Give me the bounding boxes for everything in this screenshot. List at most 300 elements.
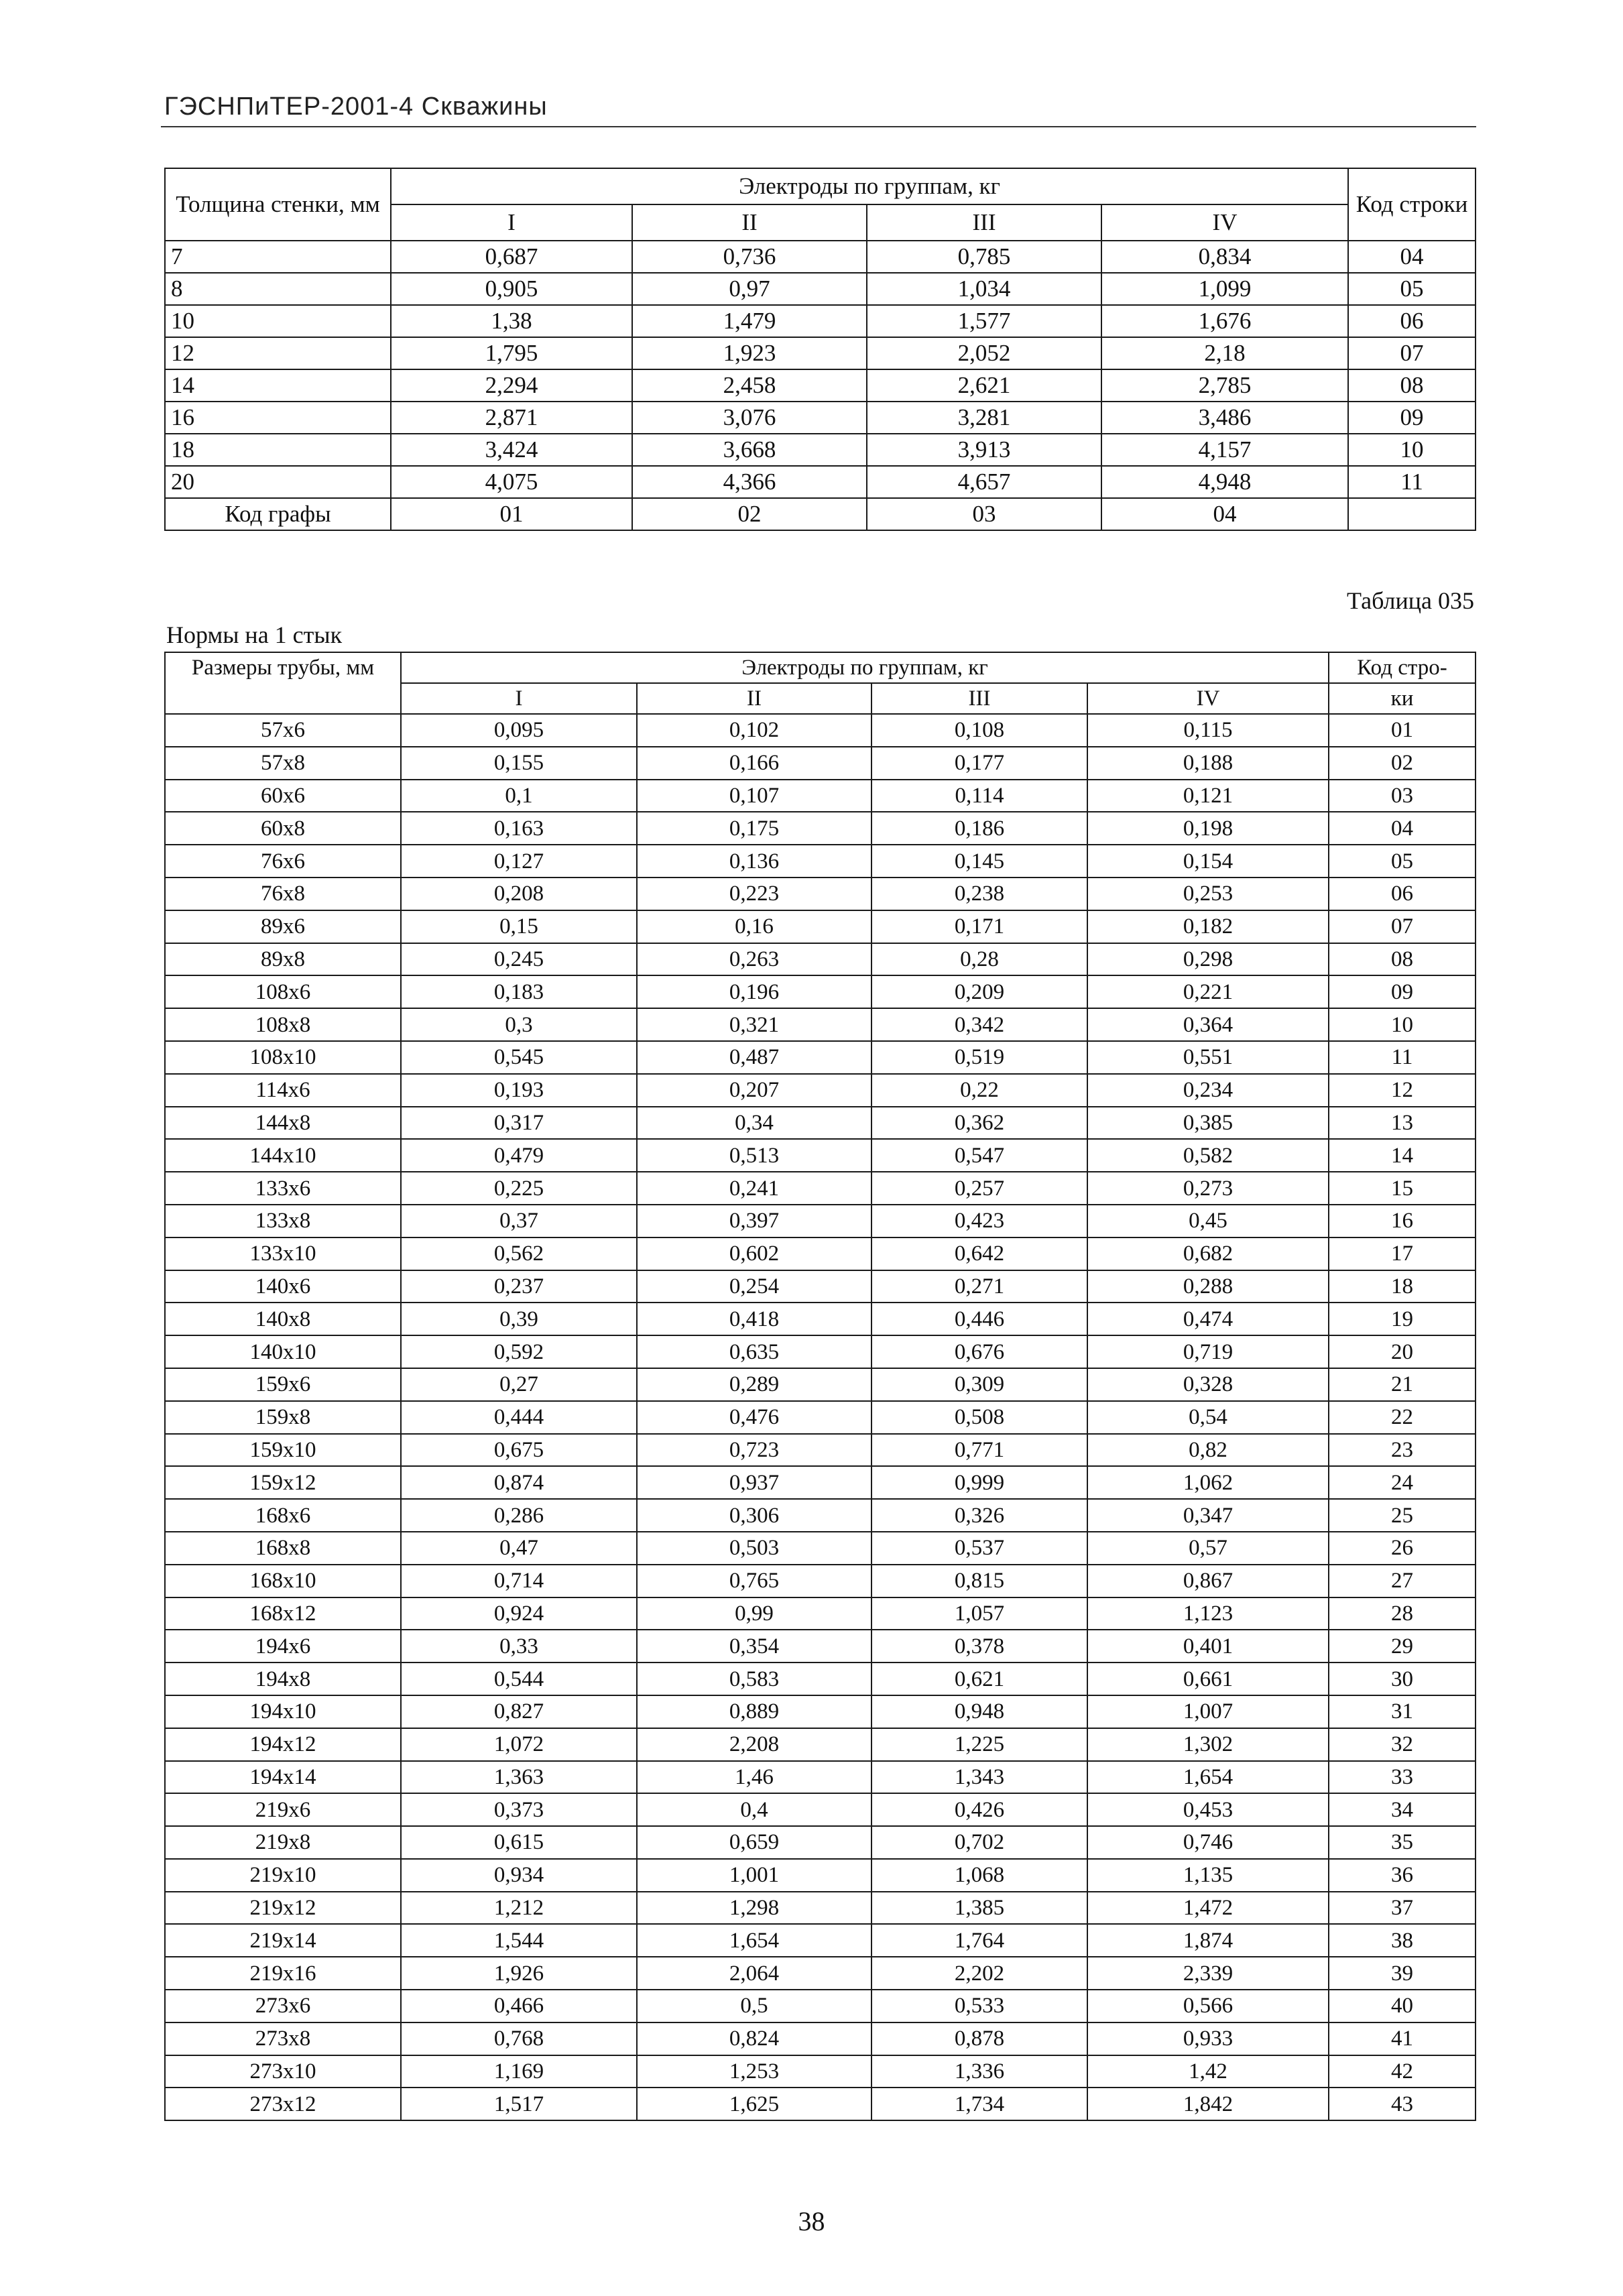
row-code-cell: 19: [1329, 1303, 1476, 1335]
row-code-cell: 11: [1329, 1041, 1476, 1074]
table-row: [165, 337, 1476, 369]
electrode-value-cell: 0,566: [1087, 1990, 1329, 2022]
electrode-value-cell: 0,241: [637, 1172, 871, 1205]
pipe-size-cell: 194x6: [165, 1630, 401, 1663]
pipe-size-cell: 194x12: [165, 1728, 401, 1761]
electrode-value-cell: 1,068: [871, 1859, 1087, 1892]
pipe-size-cell: 168x6: [165, 1499, 401, 1532]
electrode-value-cell: 0,155: [401, 747, 637, 780]
electrode-value-cell: 0,121: [1087, 780, 1329, 812]
electrode-value-cell: 1,654: [1087, 1761, 1329, 1794]
electrode-value-cell: 0,27: [401, 1368, 637, 1401]
electrode-value-cell: 0,545: [401, 1041, 637, 1074]
electrode-value-cell: 1,169: [401, 2055, 637, 2088]
pipe-size-cell: 159x10: [165, 1434, 401, 1467]
electrode-value-cell: 0,254: [637, 1270, 871, 1303]
wall-thickness-cell: 8: [165, 273, 391, 305]
electrode-value-cell: 0,193: [401, 1074, 637, 1107]
row-code-cell: 40: [1329, 1990, 1476, 2022]
table-row: [165, 2055, 1476, 2088]
electrode-value-cell: 1,225: [871, 1728, 1087, 1761]
pipe-size-cell: 194x14: [165, 1761, 401, 1794]
pipe-size-cell: 219x14: [165, 1924, 401, 1957]
table-row: [165, 2022, 1476, 2055]
electrode-value-cell: 0,676: [871, 1335, 1087, 1368]
electrode-value-cell: 2,339: [1087, 1957, 1329, 1990]
row-code-cell: 26: [1329, 1532, 1476, 1565]
pipe-size-cell: 219x16: [165, 1957, 401, 1990]
electrode-value-cell: 0,289: [637, 1368, 871, 1401]
electrode-value-cell: 0,582: [1087, 1139, 1329, 1172]
pipe-size-cell: 219x12: [165, 1892, 401, 1925]
electrode-value-cell: 0,5: [637, 1990, 871, 2022]
electrode-value-cell: 0,621: [871, 1663, 1087, 1695]
electrode-value-cell: 0,186: [871, 812, 1087, 845]
electrode-value-cell: 0,171: [871, 910, 1087, 943]
table-row: [165, 466, 1476, 498]
electrode-value-cell: 1,42: [1087, 2055, 1329, 2088]
pipe-size-cell: 76x6: [165, 845, 401, 878]
table-caption: Нормы на 1 стык: [166, 621, 343, 648]
electrode-value-cell: 0,16: [637, 910, 871, 943]
page-number: 38: [798, 2206, 825, 2236]
electrode-value-cell: 2,208: [637, 1728, 871, 1761]
electrode-value-cell: 0,107: [637, 780, 871, 812]
electrode-value-cell: 0,54: [1087, 1401, 1329, 1434]
table-row: [165, 1663, 1476, 1695]
pipe-size-cell: 194x10: [165, 1695, 401, 1728]
electrode-value-cell: 0,533: [871, 1990, 1087, 2022]
table-row: [165, 1499, 1476, 1532]
column-code: 02: [632, 498, 867, 530]
table-number-label: Таблица 035: [1347, 587, 1474, 614]
electrode-value-cell: 0,827: [401, 1695, 637, 1728]
table-row: [165, 714, 1476, 747]
electrode-value-cell: 3,486: [1101, 402, 1348, 434]
row-code-cell: 22: [1329, 1401, 1476, 1434]
table-row: [165, 1892, 1476, 1925]
empty-cell: [1348, 498, 1476, 530]
electrode-value-cell: 0,551: [1087, 1041, 1329, 1074]
electrode-value-cell: 0,397: [637, 1205, 871, 1237]
electrode-value-cell: 0,723: [637, 1434, 871, 1467]
electrode-value-cell: 0,682: [1087, 1237, 1329, 1270]
row-code-cell: 04: [1329, 812, 1476, 845]
group-iii-header: III: [867, 204, 1101, 241]
row-code-cell: 09: [1329, 975, 1476, 1008]
electrode-value-cell: 4,657: [867, 466, 1101, 498]
electrode-value-cell: 1,298: [637, 1892, 871, 1925]
electrode-value-cell: 0,298: [1087, 943, 1329, 976]
group-iii-header: III: [871, 683, 1087, 714]
electrode-value-cell: 0,362: [871, 1107, 1087, 1140]
wall-thickness-cell: 16: [165, 402, 391, 434]
electrode-value-cell: 1,926: [401, 1957, 637, 1990]
electrode-value-cell: 0,426: [871, 1793, 1087, 1826]
electrode-value-cell: 0,154: [1087, 845, 1329, 878]
electrode-value-cell: 1,099: [1101, 273, 1348, 305]
pipe-size-cell: 159x6: [165, 1368, 401, 1401]
electrode-value-cell: 1,123: [1087, 1597, 1329, 1630]
row-code-cell: 23: [1329, 1434, 1476, 1467]
row-code-cell: 42: [1329, 2055, 1476, 2088]
electrode-value-cell: 0,714: [401, 1565, 637, 1597]
table-row: [165, 1826, 1476, 1859]
electrode-value-cell: 0,4: [637, 1793, 871, 1826]
electrode-value-cell: 0,815: [871, 1565, 1087, 1597]
row-code-cell: 15: [1329, 1172, 1476, 1205]
row-code-cell: 03: [1329, 780, 1476, 812]
pipe-size-cell: 219x6: [165, 1793, 401, 1826]
table-row: [165, 1630, 1476, 1663]
table-row: [165, 1074, 1476, 1107]
table-row: [165, 780, 1476, 812]
pipe-size-cell: 159x12: [165, 1466, 401, 1499]
electrode-value-cell: 0,824: [637, 2022, 871, 2055]
row-code-cell: 29: [1329, 1630, 1476, 1663]
electrode-value-cell: 0,39: [401, 1303, 637, 1335]
row-code-cell: 10: [1348, 434, 1476, 466]
row-code-cell: 06: [1348, 305, 1476, 337]
electrode-value-cell: 1,007: [1087, 1695, 1329, 1728]
row-code-cell: 05: [1348, 273, 1476, 305]
electrode-value-cell: 3,668: [632, 434, 867, 466]
electrode-value-cell: 0,108: [871, 714, 1087, 747]
pipe-size-header: Размеры трубы, мм: [165, 652, 401, 714]
electrode-value-cell: 1,46: [637, 1761, 871, 1794]
electrode-value-cell: 0,702: [871, 1826, 1087, 1859]
electrode-value-cell: 0,474: [1087, 1303, 1329, 1335]
pipe-size-cell: 273x8: [165, 2022, 401, 2055]
electrode-value-cell: 1,517: [401, 2088, 637, 2120]
electrode-value-cell: 0,115: [1087, 714, 1329, 747]
table-row: [165, 975, 1476, 1008]
electrode-value-cell: 0,1: [401, 780, 637, 812]
electrode-value-cell: 0,513: [637, 1139, 871, 1172]
electrode-value-cell: 0,924: [401, 1597, 637, 1630]
electrode-value-cell: 1,302: [1087, 1728, 1329, 1761]
table-row: [165, 1270, 1476, 1303]
table-row: [165, 1957, 1476, 1990]
electrode-value-cell: 1,034: [867, 273, 1101, 305]
wall-thickness-cell: 20: [165, 466, 391, 498]
page-header: ГЭСНПиТЕР-2001-4 Скважины: [164, 93, 548, 121]
pipe-size-cell: 114x6: [165, 1074, 401, 1107]
electrode-value-cell: 0,592: [401, 1335, 637, 1368]
column-code: 01: [391, 498, 632, 530]
table-row: [165, 1172, 1476, 1205]
electrode-value-cell: 2,871: [391, 402, 632, 434]
electrode-value-cell: 1,577: [867, 305, 1101, 337]
row-code-cell: 28: [1329, 1597, 1476, 1630]
electrode-value-cell: 0,99: [637, 1597, 871, 1630]
electrode-value-cell: 0,15: [401, 910, 637, 943]
electrode-value-cell: 1,072: [401, 1728, 637, 1761]
row-code-cell: 02: [1329, 747, 1476, 780]
table-row: [165, 1041, 1476, 1074]
table-row: [165, 910, 1476, 943]
electrode-value-cell: 0,28: [871, 943, 1087, 976]
row-code-cell: 30: [1329, 1663, 1476, 1695]
row-code-cell: 08: [1348, 369, 1476, 402]
wall-thickness-cell: 18: [165, 434, 391, 466]
electrode-value-cell: 3,424: [391, 434, 632, 466]
electrode-value-cell: 1,676: [1101, 305, 1348, 337]
table-row: [165, 273, 1476, 305]
pipe-size-cell: 133x8: [165, 1205, 401, 1237]
group-ii-header: II: [637, 683, 871, 714]
electrode-value-cell: 0,253: [1087, 878, 1329, 910]
pipe-size-cell: 89x6: [165, 910, 401, 943]
electrode-value-cell: 0,145: [871, 845, 1087, 878]
pipe-size-cell: 140x8: [165, 1303, 401, 1335]
table-row: [165, 241, 1476, 273]
row-code-cell: 37: [1329, 1892, 1476, 1925]
row-code-cell: 34: [1329, 1793, 1476, 1826]
table-row: [165, 1139, 1476, 1172]
electrode-value-cell: 0,208: [401, 878, 637, 910]
table-row: [165, 1205, 1476, 1237]
row-code-cell: 16: [1329, 1205, 1476, 1237]
group-iv-header: IV: [1101, 204, 1348, 241]
electrode-value-cell: 2,064: [637, 1957, 871, 1990]
electrode-value-cell: 0,785: [867, 241, 1101, 273]
table-row: [165, 747, 1476, 780]
row-code-cell: 17: [1329, 1237, 1476, 1270]
row-code-cell: 11: [1348, 466, 1476, 498]
electrode-value-cell: 0,378: [871, 1630, 1087, 1663]
electrode-value-cell: 0,22: [871, 1074, 1087, 1107]
electrode-value-cell: 0,385: [1087, 1107, 1329, 1140]
column-code: 04: [1101, 498, 1348, 530]
electrode-value-cell: 0,182: [1087, 910, 1329, 943]
pipe-size-cell: 273x10: [165, 2055, 401, 2088]
electrode-value-cell: 0,719: [1087, 1335, 1329, 1368]
wall-thickness-cell: 7: [165, 241, 391, 273]
electrode-value-cell: 0,263: [637, 943, 871, 976]
table-row: [165, 369, 1476, 402]
electrode-value-cell: 1,923: [632, 337, 867, 369]
electrode-value-cell: 0,34: [637, 1107, 871, 1140]
electrode-value-cell: 0,659: [637, 1826, 871, 1859]
electrode-value-cell: 0,257: [871, 1172, 1087, 1205]
electrode-value-cell: 0,418: [637, 1303, 871, 1335]
electrode-value-cell: 0,286: [401, 1499, 637, 1532]
pipe-size-cell: 219x8: [165, 1826, 401, 1859]
table-row: [165, 845, 1476, 878]
pipe-size-cell: 57x8: [165, 747, 401, 780]
electrode-value-cell: 1,734: [871, 2088, 1087, 2120]
row-code-header: Код стро-: [1329, 652, 1476, 683]
row-code-cell: 35: [1329, 1826, 1476, 1859]
row-code-cell: 41: [1329, 2022, 1476, 2055]
electrode-value-cell: 0,364: [1087, 1008, 1329, 1041]
group-i-header: I: [391, 204, 632, 241]
row-code-cell: 06: [1329, 878, 1476, 910]
row-code-cell: 32: [1329, 1728, 1476, 1761]
electrode-value-cell: 0,177: [871, 747, 1087, 780]
row-code-cell: 21: [1329, 1368, 1476, 1401]
pipe-size-cell: 194x8: [165, 1663, 401, 1695]
row-code-cell: 10: [1329, 1008, 1476, 1041]
electrode-value-cell: 0,736: [632, 241, 867, 273]
electrode-value-cell: 2,18: [1101, 337, 1348, 369]
column-code-row: [165, 498, 1476, 530]
electrode-value-cell: 0,273: [1087, 1172, 1329, 1205]
electrode-value-cell: 0,234: [1087, 1074, 1329, 1107]
electrode-value-cell: 1,062: [1087, 1466, 1329, 1499]
electrode-value-cell: 0,508: [871, 1401, 1087, 1434]
row-code-cell: 08: [1329, 943, 1476, 976]
electrode-value-cell: 0,423: [871, 1205, 1087, 1237]
electrode-value-cell: 1,764: [871, 1924, 1087, 1957]
group-ii-header: II: [632, 204, 867, 241]
electrode-value-cell: 0,446: [871, 1303, 1087, 1335]
wall-thickness-cell: 10: [165, 305, 391, 337]
table-row: [165, 1434, 1476, 1467]
electrode-value-cell: 0,547: [871, 1139, 1087, 1172]
pipe-size-cell: 133x10: [165, 1237, 401, 1270]
electrode-value-cell: 0,209: [871, 975, 1087, 1008]
wall-thickness-table: [164, 168, 1476, 531]
electrode-value-cell: 0,198: [1087, 812, 1329, 845]
electrode-value-cell: 0,583: [637, 1663, 871, 1695]
electrode-value-cell: 0,934: [401, 1859, 637, 1892]
row-code-cell: 07: [1329, 910, 1476, 943]
electrode-value-cell: 1,842: [1087, 2088, 1329, 2120]
electrode-value-cell: 0,342: [871, 1008, 1087, 1041]
electrode-value-cell: 0,562: [401, 1237, 637, 1270]
electrode-value-cell: 0,867: [1087, 1565, 1329, 1597]
table-row: [165, 1008, 1476, 1041]
electrode-value-cell: 0,221: [1087, 975, 1329, 1008]
electrode-value-cell: 0,166: [637, 747, 871, 780]
electrode-value-cell: 0,196: [637, 975, 871, 1008]
row-code-cell: 09: [1348, 402, 1476, 434]
electrode-value-cell: 1,472: [1087, 1892, 1329, 1925]
electrode-value-cell: 0,82: [1087, 1434, 1329, 1467]
electrode-value-cell: 0,288: [1087, 1270, 1329, 1303]
electrode-value-cell: 0,642: [871, 1237, 1087, 1270]
pipe-size-cell: 57x6: [165, 714, 401, 747]
electrode-value-cell: 0,188: [1087, 747, 1329, 780]
row-code-cell: 25: [1329, 1499, 1476, 1532]
electrode-value-cell: 0,095: [401, 714, 637, 747]
row-code-cell: 36: [1329, 1859, 1476, 1892]
electrode-value-cell: 0,905: [391, 273, 632, 305]
electrode-value-cell: 1,363: [401, 1761, 637, 1794]
pipe-size-cell: 144x10: [165, 1139, 401, 1172]
electrode-value-cell: 0,661: [1087, 1663, 1329, 1695]
electrode-value-cell: 0,114: [871, 780, 1087, 812]
pipe-size-cell: 168x10: [165, 1565, 401, 1597]
pipe-size-cell: 140x6: [165, 1270, 401, 1303]
electrode-value-cell: 0,615: [401, 1826, 637, 1859]
row-code-cell: 04: [1348, 241, 1476, 273]
table-row: [165, 1466, 1476, 1499]
table-row: [165, 305, 1476, 337]
electrode-value-cell: 0,537: [871, 1532, 1087, 1565]
electrode-value-cell: 0,444: [401, 1401, 637, 1434]
electrode-value-cell: 0,328: [1087, 1368, 1329, 1401]
electrode-value-cell: 0,175: [637, 812, 871, 845]
table-row: [165, 434, 1476, 466]
electrode-value-cell: 2,458: [632, 369, 867, 402]
table-row: [165, 1303, 1476, 1335]
pipe-size-norms-table-body: [165, 714, 1476, 2120]
electrode-groups-header: Электроды по группам, кг: [401, 652, 1329, 683]
row-code-cell: 05: [1329, 845, 1476, 878]
electrode-value-cell: 0,479: [401, 1139, 637, 1172]
column-code: 03: [867, 498, 1101, 530]
table-row: [165, 2088, 1476, 2120]
table-row: [165, 878, 1476, 910]
row-code-cell: 18: [1329, 1270, 1476, 1303]
header-divider: [161, 126, 1476, 127]
pipe-size-cell: 219x10: [165, 1859, 401, 1892]
column-code-label: Код графы: [165, 498, 391, 530]
table-row: [165, 943, 1476, 976]
electrode-value-cell: 0,47: [401, 1532, 637, 1565]
table-row: [165, 1401, 1476, 1434]
row-code-cell: 27: [1329, 1565, 1476, 1597]
row-code-cell: 31: [1329, 1695, 1476, 1728]
electrode-value-cell: 1,625: [637, 2088, 871, 2120]
electrode-value-cell: 0,223: [637, 878, 871, 910]
electrode-value-cell: 0,57: [1087, 1532, 1329, 1565]
table-row: [165, 1695, 1476, 1728]
electrode-value-cell: 0,635: [637, 1335, 871, 1368]
electrode-value-cell: 0,933: [1087, 2022, 1329, 2055]
electrode-value-cell: 1,795: [391, 337, 632, 369]
row-code-cell: 33: [1329, 1761, 1476, 1794]
electrode-value-cell: 0,503: [637, 1532, 871, 1565]
pipe-size-cell: 108x10: [165, 1041, 401, 1074]
row-code-cell: 24: [1329, 1466, 1476, 1499]
pipe-size-cell: 140x10: [165, 1335, 401, 1368]
wall-thickness-table-body: [165, 241, 1476, 498]
electrode-value-cell: 0,237: [401, 1270, 637, 1303]
table-row: [165, 1565, 1476, 1597]
row-code-cell: 14: [1329, 1139, 1476, 1172]
electrode-value-cell: 0,321: [637, 1008, 871, 1041]
row-code-cell: 39: [1329, 1957, 1476, 1990]
pipe-size-cell: 273x6: [165, 1990, 401, 2022]
electrode-groups-header: Электроды по группам, кг: [391, 168, 1348, 204]
electrode-value-cell: 3,281: [867, 402, 1101, 434]
electrode-value-cell: 0,238: [871, 878, 1087, 910]
group-i-header: I: [401, 683, 637, 714]
electrode-value-cell: 1,336: [871, 2055, 1087, 2088]
electrode-value-cell: 1,874: [1087, 1924, 1329, 1957]
table-row: [165, 1990, 1476, 2022]
electrode-value-cell: 0,245: [401, 943, 637, 976]
row-code-cell: 12: [1329, 1074, 1476, 1107]
electrode-value-cell: 4,366: [632, 466, 867, 498]
electrode-value-cell: 2,621: [867, 369, 1101, 402]
electrode-value-cell: 2,785: [1101, 369, 1348, 402]
electrode-value-cell: 4,948: [1101, 466, 1348, 498]
electrode-value-cell: 3,076: [632, 402, 867, 434]
table-row: [165, 1597, 1476, 1630]
electrode-value-cell: 0,33: [401, 1630, 637, 1663]
table-row: [165, 1107, 1476, 1140]
electrode-value-cell: 0,544: [401, 1663, 637, 1695]
electrode-value-cell: 0,675: [401, 1434, 637, 1467]
pipe-size-cell: 133x6: [165, 1172, 401, 1205]
table-row: [165, 1335, 1476, 1368]
electrode-value-cell: 0,3: [401, 1008, 637, 1041]
